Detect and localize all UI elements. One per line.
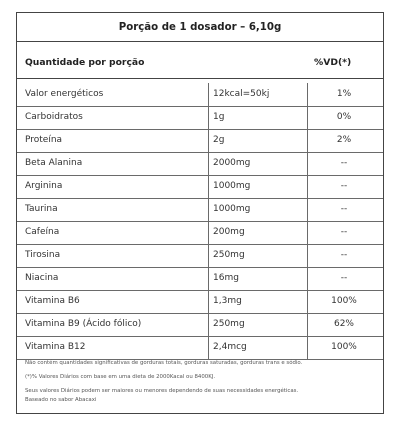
nutrient-amount: 1000mg [213, 204, 251, 214]
nutrient-daily-value: -- [340, 227, 348, 237]
nutrient-amount: 2,4mcg [213, 342, 247, 352]
daily-value-header: %VD(*) [314, 57, 352, 68]
nutrient-amount: 2000mg [213, 158, 251, 168]
column-divider-daily-value [307, 83, 308, 359]
serving-size-title: Porção de 1 dosador – 6,10g [118, 21, 282, 33]
footnote-needs: Seus valores Diários podem ser maiores ou menores dependendo de suas necessidades energéticas. [25, 388, 299, 394]
nutrient-daily-value: -- [340, 181, 348, 191]
nutrient-name: Niacina [25, 273, 59, 283]
table-row [17, 244, 383, 267]
footnote-flavor: Baseado no sabor Abacaxi [25, 397, 97, 403]
nutrient-amount: 16mg [213, 273, 239, 283]
nutrient-amount: 1000mg [213, 181, 251, 191]
nutrient-amount: 2g [213, 135, 225, 145]
nutrient-daily-value: -- [340, 204, 348, 214]
nutrient-daily-value: 0% [336, 112, 352, 122]
nutrient-name: Arginina [25, 181, 63, 191]
table-row [17, 290, 383, 313]
table-row [17, 221, 383, 244]
table-row [17, 175, 383, 198]
nutrient-amount: 1,3mg [213, 296, 242, 306]
footnote-daily-values-basis: (*)% Valores Diários com base em uma dieta de 2000Kacal ou 8400KJ. [25, 374, 216, 380]
header-divider [17, 78, 383, 79]
nutrient-daily-value: 1% [336, 89, 352, 99]
table-row [17, 313, 383, 336]
nutrient-daily-value: -- [340, 273, 348, 283]
table-row [17, 83, 383, 106]
table-row [17, 198, 383, 221]
footnotes [25, 359, 377, 405]
footnote-not-significant: Não contém quantidades significativas de gorduras totais, gorduras saturadas, gorduras trans e sódio. [25, 360, 303, 366]
nutrient-daily-value: 100% [331, 342, 357, 352]
nutrient-daily-value: -- [340, 250, 348, 260]
table-row [17, 106, 383, 129]
nutrient-name: Vitamina B6 [25, 296, 80, 306]
nutrient-name: Beta Alanina [25, 158, 83, 168]
nutrient-name: Proteína [25, 135, 63, 145]
nutrient-daily-value: 62% [333, 319, 354, 329]
nutrient-amount: 250mg [213, 250, 245, 260]
nutrient-daily-value: 2% [336, 135, 352, 145]
title-divider [17, 41, 383, 42]
nutrition-facts-table [16, 12, 384, 414]
nutrient-name: Cafeína [25, 227, 60, 237]
nutrient-amount: 250mg [213, 319, 245, 329]
nutrient-daily-value: -- [340, 158, 348, 168]
table-row [17, 129, 383, 152]
nutrient-amount: 200mg [213, 227, 245, 237]
nutrient-name: Vitamina B9 (Ácido fólico) [25, 319, 142, 329]
nutrient-name: Taurina [25, 204, 58, 214]
nutrient-name: Valor energéticos [25, 89, 104, 99]
nutrient-daily-value: 100% [331, 296, 357, 306]
column-divider-amount [208, 83, 209, 359]
nutrient-amount: 1g [213, 112, 225, 122]
nutrient-amount: 12kcal=50kj [213, 89, 270, 99]
nutrient-name: Vitamina B12 [25, 342, 86, 352]
table-header [17, 49, 383, 77]
table-row [17, 267, 383, 290]
table-row [17, 336, 383, 359]
nutrient-name: Tirosina [25, 250, 61, 260]
table-row [17, 152, 383, 175]
amount-per-serving-header: Quantidade por porção [25, 57, 145, 68]
nutrient-name: Carboidratos [25, 112, 83, 122]
